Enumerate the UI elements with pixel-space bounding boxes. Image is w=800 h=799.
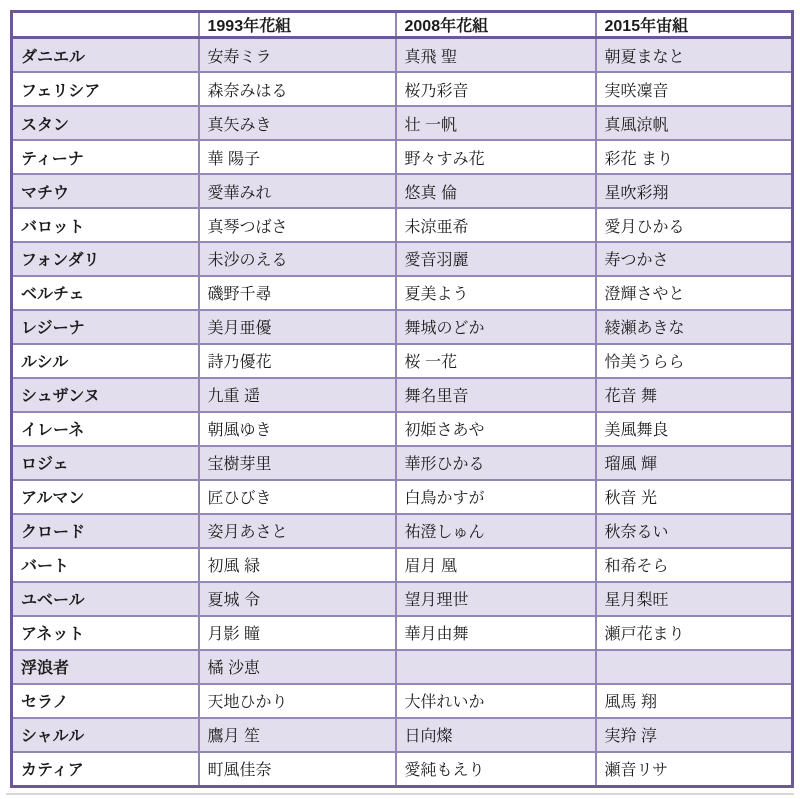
header-cell-2008: 2008年花組: [396, 12, 596, 38]
cast-cell: 美風舞良: [596, 412, 793, 446]
role-cell: シュザンヌ: [12, 378, 199, 412]
header-cell-role: [12, 12, 199, 38]
cast-table: [10, 10, 794, 788]
table-row: [12, 582, 793, 616]
table-row: [12, 38, 793, 73]
role-cell: ロジェ: [12, 446, 199, 480]
cast-cell: 華形ひかる: [396, 446, 596, 480]
role-cell: ルシル: [12, 344, 199, 378]
cast-cell: 月影 瞳: [199, 616, 396, 650]
cast-cell: 愛純もえり: [396, 752, 596, 787]
cast-cell: 朝夏まなと: [596, 38, 793, 73]
cast-cell: 実羚 淳: [596, 718, 793, 752]
cast-cell: 星月梨旺: [596, 582, 793, 616]
cast-cell: 舞城のどか: [396, 310, 596, 344]
cast-cell: 秋奈るい: [596, 514, 793, 548]
role-cell: シャルル: [12, 718, 199, 752]
header-cell-2015: 2015年宙組: [596, 12, 793, 38]
cast-cell: 町風佳奈: [199, 752, 396, 787]
cast-cell: 風馬 翔: [596, 684, 793, 718]
table-row: [12, 480, 793, 514]
cast-cell: 壮 一帆: [396, 106, 596, 140]
cast-cell: 美月亜優: [199, 310, 396, 344]
role-cell: ベルチェ: [12, 276, 199, 310]
role-cell: イレーネ: [12, 412, 199, 446]
table-row: [12, 752, 793, 787]
cast-cell: 真矢みき: [199, 106, 396, 140]
table-row: [12, 718, 793, 752]
cast-cell: 華月由舞: [396, 616, 596, 650]
cast-cell: 舞名里音: [396, 378, 596, 412]
cast-cell: 姿月あさと: [199, 514, 396, 548]
role-cell: カティア: [12, 752, 199, 787]
role-cell: フォンダリ: [12, 242, 199, 276]
cast-cell: 愛華みれ: [199, 174, 396, 208]
header-row: [12, 12, 793, 38]
cast-cell: 匠ひびき: [199, 480, 396, 514]
cast-cell: 大伴れいか: [396, 684, 596, 718]
cast-cell: 華 陽子: [199, 140, 396, 174]
table-head: [12, 12, 793, 38]
cast-cell: 朝風ゆき: [199, 412, 396, 446]
role-cell: ユベール: [12, 582, 199, 616]
table-row: [12, 140, 793, 174]
role-cell: レジーナ: [12, 310, 199, 344]
table-row: [12, 106, 793, 140]
role-cell: バロット: [12, 208, 199, 242]
table-row: [12, 684, 793, 718]
cast-cell: 白鳥かすが: [396, 480, 596, 514]
table-row: [12, 616, 793, 650]
cast-cell: 夏美よう: [396, 276, 596, 310]
cast-cell: 実咲凜音: [596, 72, 793, 106]
cast-cell: 望月理世: [396, 582, 596, 616]
table-row: [12, 412, 793, 446]
bottom-rule: [6, 793, 794, 795]
cast-cell: 真風涼帆: [596, 106, 793, 140]
cast-cell: 真飛 聖: [396, 38, 596, 73]
cast-cell: 鷹月 笙: [199, 718, 396, 752]
cast-cell: 九重 遥: [199, 378, 396, 412]
role-cell: アネット: [12, 616, 199, 650]
cast-cell: 詩乃優花: [199, 344, 396, 378]
cast-cell: 眉月 凰: [396, 548, 596, 582]
cast-cell: 花音 舞: [596, 378, 793, 412]
cast-cell: 星吹彩翔: [596, 174, 793, 208]
table-row: [12, 72, 793, 106]
cast-cell: 愛音羽麗: [396, 242, 596, 276]
role-cell: スタン: [12, 106, 199, 140]
cast-cell: 橘 沙恵: [199, 650, 396, 684]
role-cell: フェリシア: [12, 72, 199, 106]
table-row: [12, 548, 793, 582]
role-cell: ダニエル: [12, 38, 199, 73]
table-row: [12, 378, 793, 412]
cast-cell: 安寿ミラ: [199, 38, 396, 73]
cast-cell: 彩花 まり: [596, 140, 793, 174]
table-row: [12, 174, 793, 208]
cast-cell: 野々すみ花: [396, 140, 596, 174]
cast-cell: 澄輝さやと: [596, 276, 793, 310]
role-cell: バート: [12, 548, 199, 582]
table-row: [12, 446, 793, 480]
cast-cell: 祐澄しゅん: [396, 514, 596, 548]
cast-cell: 日向燦: [396, 718, 596, 752]
role-cell: マチウ: [12, 174, 199, 208]
cast-cell: 森奈みはる: [199, 72, 396, 106]
cast-cell: 寿つかさ: [596, 242, 793, 276]
cast-cell: 未涼亜希: [396, 208, 596, 242]
cast-cell: 瀬音リサ: [596, 752, 793, 787]
role-cell: アルマン: [12, 480, 199, 514]
table-row: [12, 650, 793, 684]
header-cell-1993: 1993年花組: [199, 12, 396, 38]
cast-cell: [396, 650, 596, 684]
table-row: [12, 310, 793, 344]
cast-cell: 夏城 令: [199, 582, 396, 616]
cast-cell: 和希そら: [596, 548, 793, 582]
table-row: [12, 276, 793, 310]
cast-cell: 怜美うらら: [596, 344, 793, 378]
cast-cell: 綾瀬あきな: [596, 310, 793, 344]
cast-cell: 瑠風 輝: [596, 446, 793, 480]
cast-cell: 初風 緑: [199, 548, 396, 582]
role-cell: クロード: [12, 514, 199, 548]
cast-cell: 宝樹芽里: [199, 446, 396, 480]
cast-cell: 桜乃彩音: [396, 72, 596, 106]
cast-cell: 天地ひかり: [199, 684, 396, 718]
table-row: [12, 208, 793, 242]
cast-cell: 初姫さあや: [396, 412, 596, 446]
role-cell: ティーナ: [12, 140, 199, 174]
cast-cell: 未沙のえる: [199, 242, 396, 276]
table-row: [12, 242, 793, 276]
role-cell: 浮浪者: [12, 650, 199, 684]
cast-cell: 悠真 倫: [396, 174, 596, 208]
cast-cell: 真琴つばさ: [199, 208, 396, 242]
cast-cell: 秋音 光: [596, 480, 793, 514]
table-row: [12, 344, 793, 378]
table-body: [12, 38, 793, 787]
cast-cell: [596, 650, 793, 684]
role-cell: セラノ: [12, 684, 199, 718]
cast-cell: 桜 一花: [396, 344, 596, 378]
cast-cell: 磯野千尋: [199, 276, 396, 310]
cast-cell: 愛月ひかる: [596, 208, 793, 242]
cast-cell: 瀬戸花まり: [596, 616, 793, 650]
table-row: [12, 514, 793, 548]
